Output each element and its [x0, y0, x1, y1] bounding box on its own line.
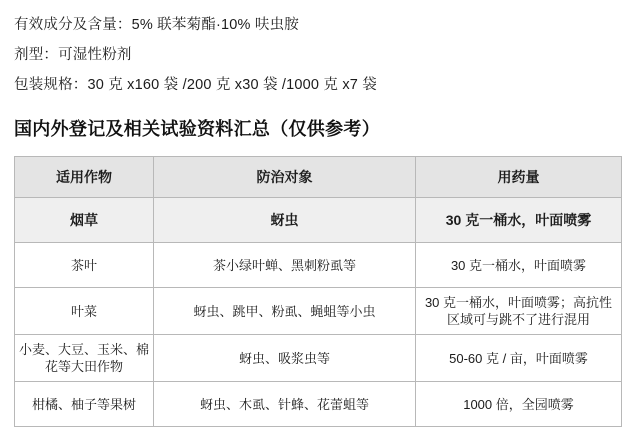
spec-packaging: 包装规格：30 克 x160 袋 /200 克 x30 袋 /1000 克 x7 袋 — [14, 77, 377, 93]
cell-target: 蚜虫、跳甲、粉虱、蝇蛆等小虫 — [154, 288, 416, 335]
column-header-crop: 适用作物 — [15, 157, 154, 198]
table-header — [15, 157, 622, 198]
cell-target: 蚜虫、吸浆虫等 — [154, 335, 416, 382]
table-row — [15, 382, 622, 427]
cell-target: 茶小绿叶蝉、黑刺粉虱等 — [154, 243, 416, 288]
cell-crop: 叶菜 — [15, 288, 154, 335]
specs-block — [14, 10, 621, 100]
cell-target: 蚜虫、木虱、针蜂、花蕾蛆等 — [154, 382, 416, 427]
cell-target: 蚜虫 — [154, 198, 416, 243]
cell-crop: 柑橘、柚子等果树 — [15, 382, 154, 427]
cell-crop: 小麦、大豆、玉米、棉花等大田作物 — [15, 335, 154, 382]
cell-dose: 30 克一桶水，叶面喷雾 — [416, 243, 622, 288]
cell-dose: 50-60 克 / 亩，叶面喷雾 — [416, 335, 622, 382]
page-title: 国内外登记及相关试验资料汇总（仅供参考） — [14, 119, 380, 139]
cell-crop: 茶叶 — [15, 243, 154, 288]
table-body — [15, 198, 622, 427]
cell-crop: 烟草 — [15, 198, 154, 243]
table-row — [15, 198, 622, 243]
table-row — [15, 243, 622, 288]
cell-dose: 30 克一桶水，叶面喷雾；高抗性区域可与跳不了进行混用 — [416, 288, 622, 335]
spec-formulation: 剂型：可湿性粉剂 — [14, 47, 132, 63]
table-header-row — [15, 157, 622, 198]
spec-active-ingredient: 有效成分及含量：5% 联苯菊酯·10% 呋虫胺 — [14, 17, 299, 33]
registration-table — [14, 156, 622, 427]
table-row — [15, 335, 622, 382]
column-header-dose: 用药量 — [416, 157, 622, 198]
cell-dose: 30 克一桶水，叶面喷雾 — [416, 198, 622, 243]
cell-dose: 1000 倍，全园喷雾 — [416, 382, 622, 427]
table-row — [15, 288, 622, 335]
column-header-target: 防治对象 — [154, 157, 416, 198]
